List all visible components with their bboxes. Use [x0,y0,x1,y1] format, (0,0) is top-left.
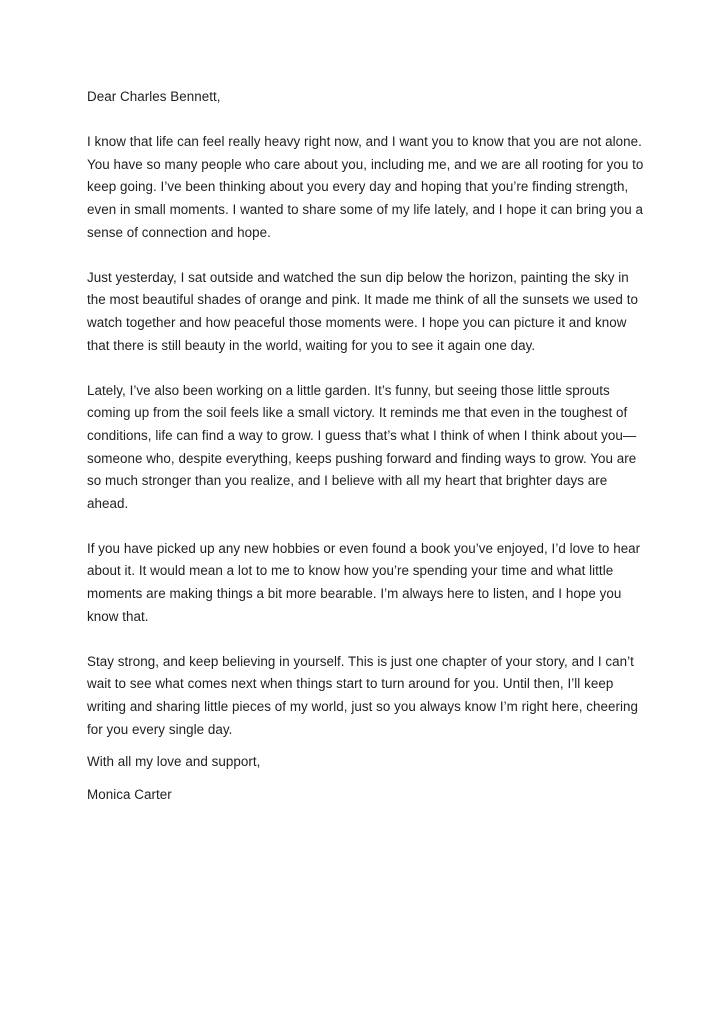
closing-line: With all my love and support, [87,754,261,770]
letter-body [87,86,647,806]
paragraph-2: Just yesterday, I sat outside and watched the sun dip below the horizon, painting the sky in the most beautiful shades of orange and pink. It made me think of all the sunsets we used to watch together and how peaceful those moments were. I hope you can picture it and know that there is still beauty in the world, waiting for you to see it again one day. [87,269,638,353]
signature-name: Monica Carter [87,786,172,802]
paragraph-5: Stay strong, and keep believing in yourself. This is just one chapter of your story, and I can’t wait to see what comes next when things start to turn around for you. Until then, I’ll keep writing and sharing little pieces of my world, just so you always know I’m right here, cheering for you every single day. [87,653,639,737]
paragraph-4: If you have picked up any new hobbies or even found a book you’ve enjoyed, I’d love to hear about it. It would mean a lot to me to know how you’re spending your time and what little moments are making things a bit more bearable. I’m always here to listen, and I hope you know that. [87,540,641,624]
salutation: Dear Charles Bennett, [87,89,221,104]
paragraph-1: I know that life can feel really heavy right now, and I want you to know that you are not alone. You have so many people who care about you, including me, and we are all rooting for you to keep going. I’ve been thinking about you every day and hoping that you’re finding strength, even in small moments. I wanted to share some of my life lately, and I hope it can bring you a sense of connection and hope. [87,134,644,240]
paragraph-3: Lately, I’ve also been working on a little garden. It’s funny, but seeing those little sprouts coming up from the soil feels like a small victory. It reminds me that even in the toughest of conditions, life can find a way to grow. I guess that’s what I think of when I think about you—someone who, despite everything, keeps pushing forward and finding ways to grow. You are so much stronger than you realize, and I believe with all my heart that brighter days are ahead. [87,382,637,511]
